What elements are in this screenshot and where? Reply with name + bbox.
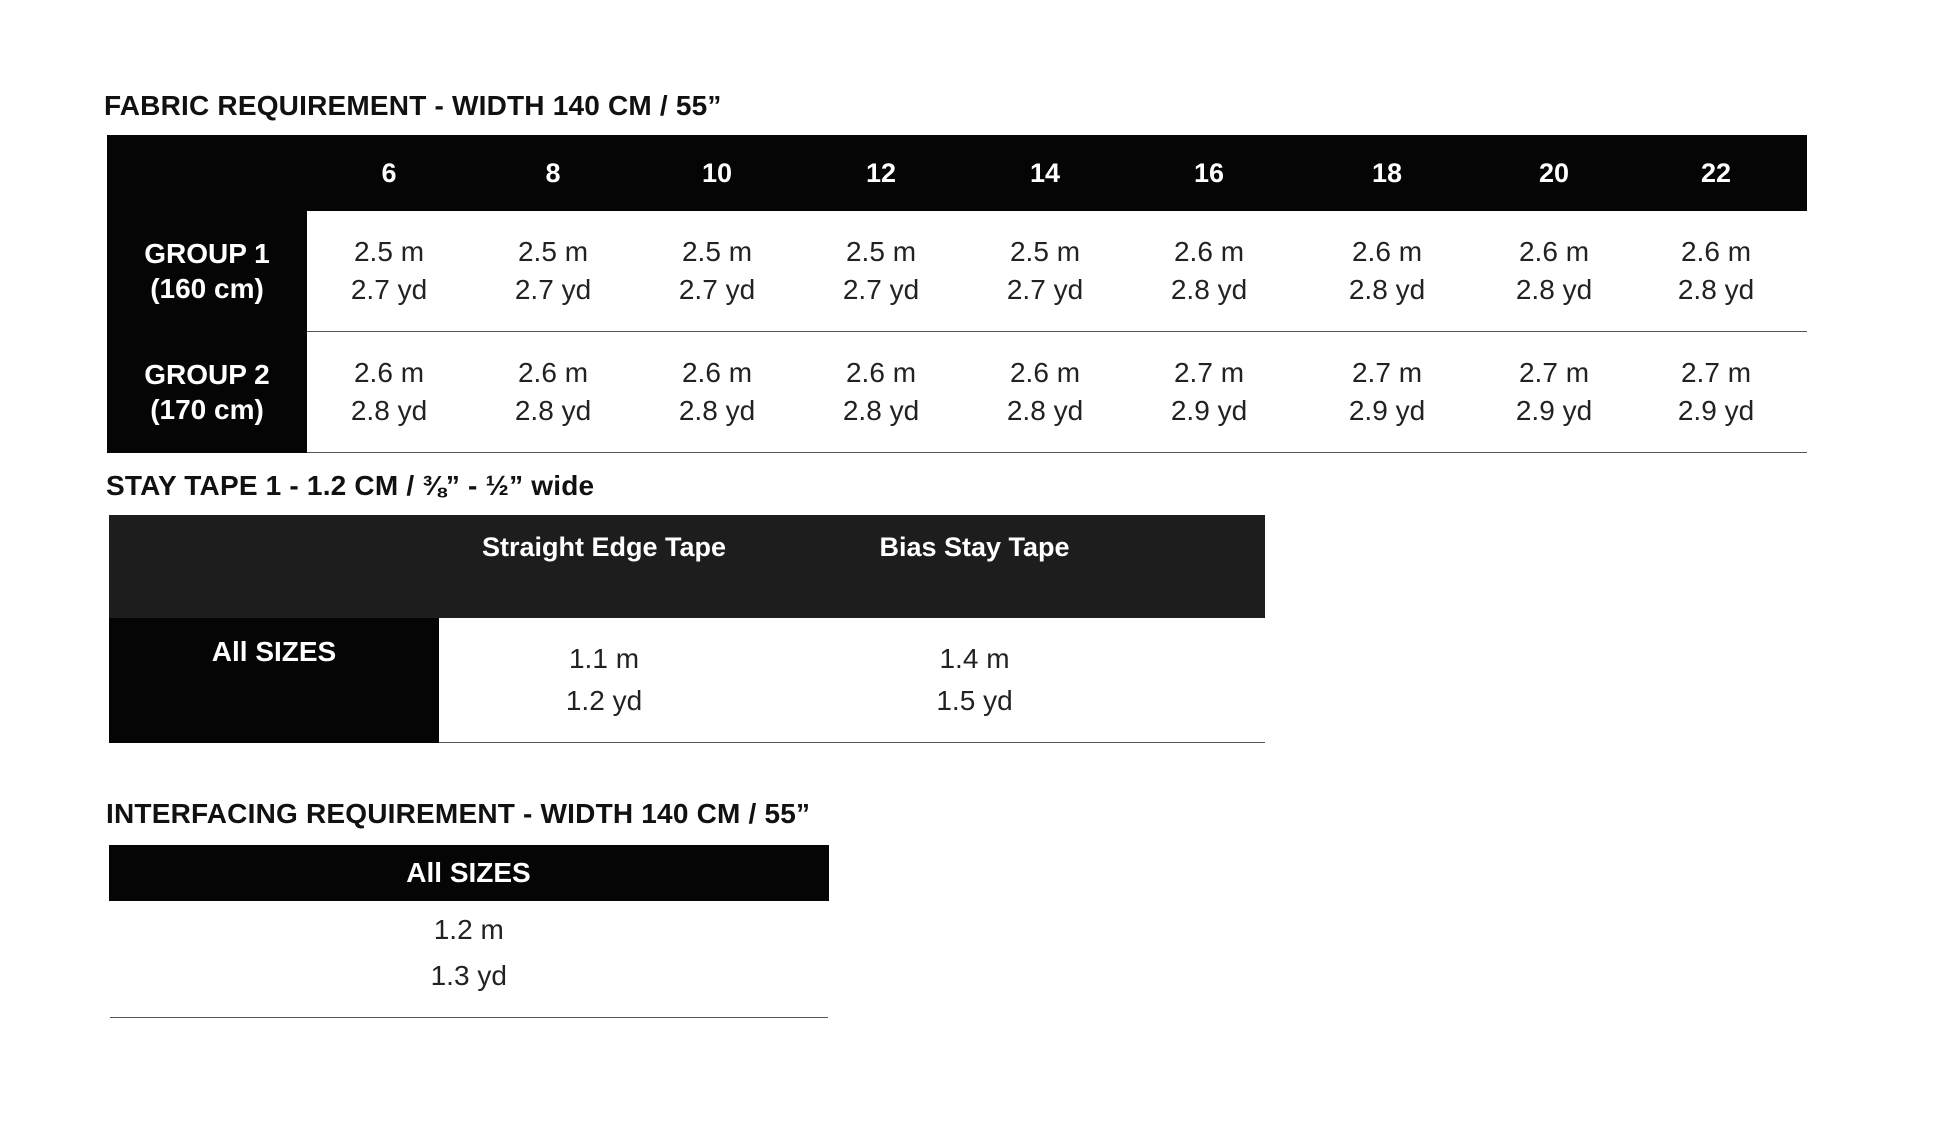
meters-cell: 2.7 m [1173, 357, 1245, 388]
interfacing-yards-row [110, 958, 828, 1018]
group-label-line1: GROUP 2 [144, 359, 270, 390]
yards-cell: 1.5 yd [769, 679, 1265, 743]
yards-cell: 2.9 yd [1625, 391, 1807, 453]
group-2-yards-row [107, 391, 1807, 453]
size-header: 20 [1483, 135, 1625, 211]
yards-cell: 2.7 yd [307, 270, 471, 332]
fabric-requirement-table [107, 135, 1807, 453]
header-blank-cell [109, 515, 439, 618]
meters-cell: 2.6 m [681, 357, 753, 388]
size-header: 18 [1291, 135, 1483, 211]
all-sizes-label: All SIZES [109, 618, 439, 743]
meters-cell: 2.7 m [1680, 357, 1752, 388]
meters-cell: 2.6 m [1173, 236, 1245, 267]
yards-cell: 2.8 yd [963, 391, 1127, 453]
meters-cell: 2.5 m [1009, 236, 1081, 267]
yards-cell: 2.9 yd [1291, 391, 1483, 453]
group-label-line2: (170 cm) [150, 394, 264, 425]
yards-cell: 2.8 yd [1291, 270, 1483, 332]
group-2-meters-row [107, 332, 1807, 392]
yards-cell: 1.3 yd [110, 958, 828, 1018]
size-header: 12 [799, 135, 963, 211]
size-header: 22 [1625, 135, 1807, 211]
yards-cell: 2.8 yd [799, 391, 963, 453]
yards-cell: 2.8 yd [635, 391, 799, 453]
yards-cell: 2.7 yd [635, 270, 799, 332]
yards-cell: 2.8 yd [307, 391, 471, 453]
tape-meters-row [109, 618, 1265, 679]
stay-tape-table [109, 515, 1265, 743]
header-blank-cell [107, 135, 307, 211]
meters-cell: 2.6 m [1351, 236, 1423, 267]
yards-cell: 2.8 yd [471, 391, 635, 453]
yards-cell: 1.2 yd [439, 679, 769, 743]
yards-cell: 2.8 yd [1127, 270, 1291, 332]
stay-tape-title: STAY TAPE 1 - 1.2 CM / ⅜” - ½” wide [106, 470, 595, 501]
interfacing-requirement-title: INTERFACING REQUIREMENT - WIDTH 140 CM / 55” [106, 798, 811, 829]
meters-cell: 1.4 m [939, 643, 1010, 674]
group-1-label [107, 211, 307, 332]
meters-cell: 2.6 m [845, 357, 917, 388]
interfacing-requirement-table [109, 845, 829, 1018]
meters-cell: 2.6 m [1518, 236, 1590, 267]
straight-edge-tape-header: Straight Edge Tape [439, 515, 769, 618]
meters-cell: 2.6 m [1009, 357, 1081, 388]
meters-cell: 2.5 m [845, 236, 917, 267]
meters-cell: 2.7 m [1351, 357, 1423, 388]
meters-cell: 1.2 m [433, 913, 504, 945]
meters-cell: 2.5 m [681, 236, 753, 267]
yards-cell: 2.9 yd [1127, 391, 1291, 453]
yards-cell: 2.7 yd [471, 270, 635, 332]
meters-cell: 2.6 m [1680, 236, 1752, 267]
size-header-row [107, 135, 1807, 211]
size-header: 10 [635, 135, 799, 211]
meters-cell: 2.6 m [517, 357, 589, 388]
group-2-label [107, 332, 307, 453]
group-label-line1: GROUP 1 [144, 238, 270, 270]
yards-cell: 2.7 yd [963, 270, 1127, 332]
interfacing-meters-row [110, 901, 828, 958]
all-sizes-header: All SIZES [110, 845, 828, 901]
group-1-meters-row [107, 211, 1807, 270]
meters-cell: 2.5 m [517, 236, 589, 267]
meters-cell: 1.1 m [568, 643, 640, 674]
yards-cell: 2.8 yd [1483, 270, 1625, 332]
group-1-yards-row [107, 270, 1807, 332]
meters-cell: 2.6 m [353, 357, 425, 388]
bias-stay-tape-header: Bias Stay Tape [769, 515, 1265, 618]
fabric-requirement-title: FABRIC REQUIREMENT - WIDTH 140 CM / 55” [104, 90, 722, 121]
group-label-line2: (160 cm) [150, 273, 264, 305]
tape-header-row [109, 515, 1265, 618]
yards-cell: 2.8 yd [1625, 270, 1807, 332]
size-header: 14 [963, 135, 1127, 211]
yards-cell: 2.7 yd [799, 270, 963, 332]
size-header: 6 [307, 135, 471, 211]
size-header: 16 [1127, 135, 1291, 211]
meters-cell: 2.7 m [1518, 357, 1590, 388]
meters-cell: 2.5 m [353, 236, 425, 267]
interfacing-header-row [110, 845, 828, 901]
size-header: 8 [471, 135, 635, 211]
yards-cell: 2.9 yd [1483, 391, 1625, 453]
